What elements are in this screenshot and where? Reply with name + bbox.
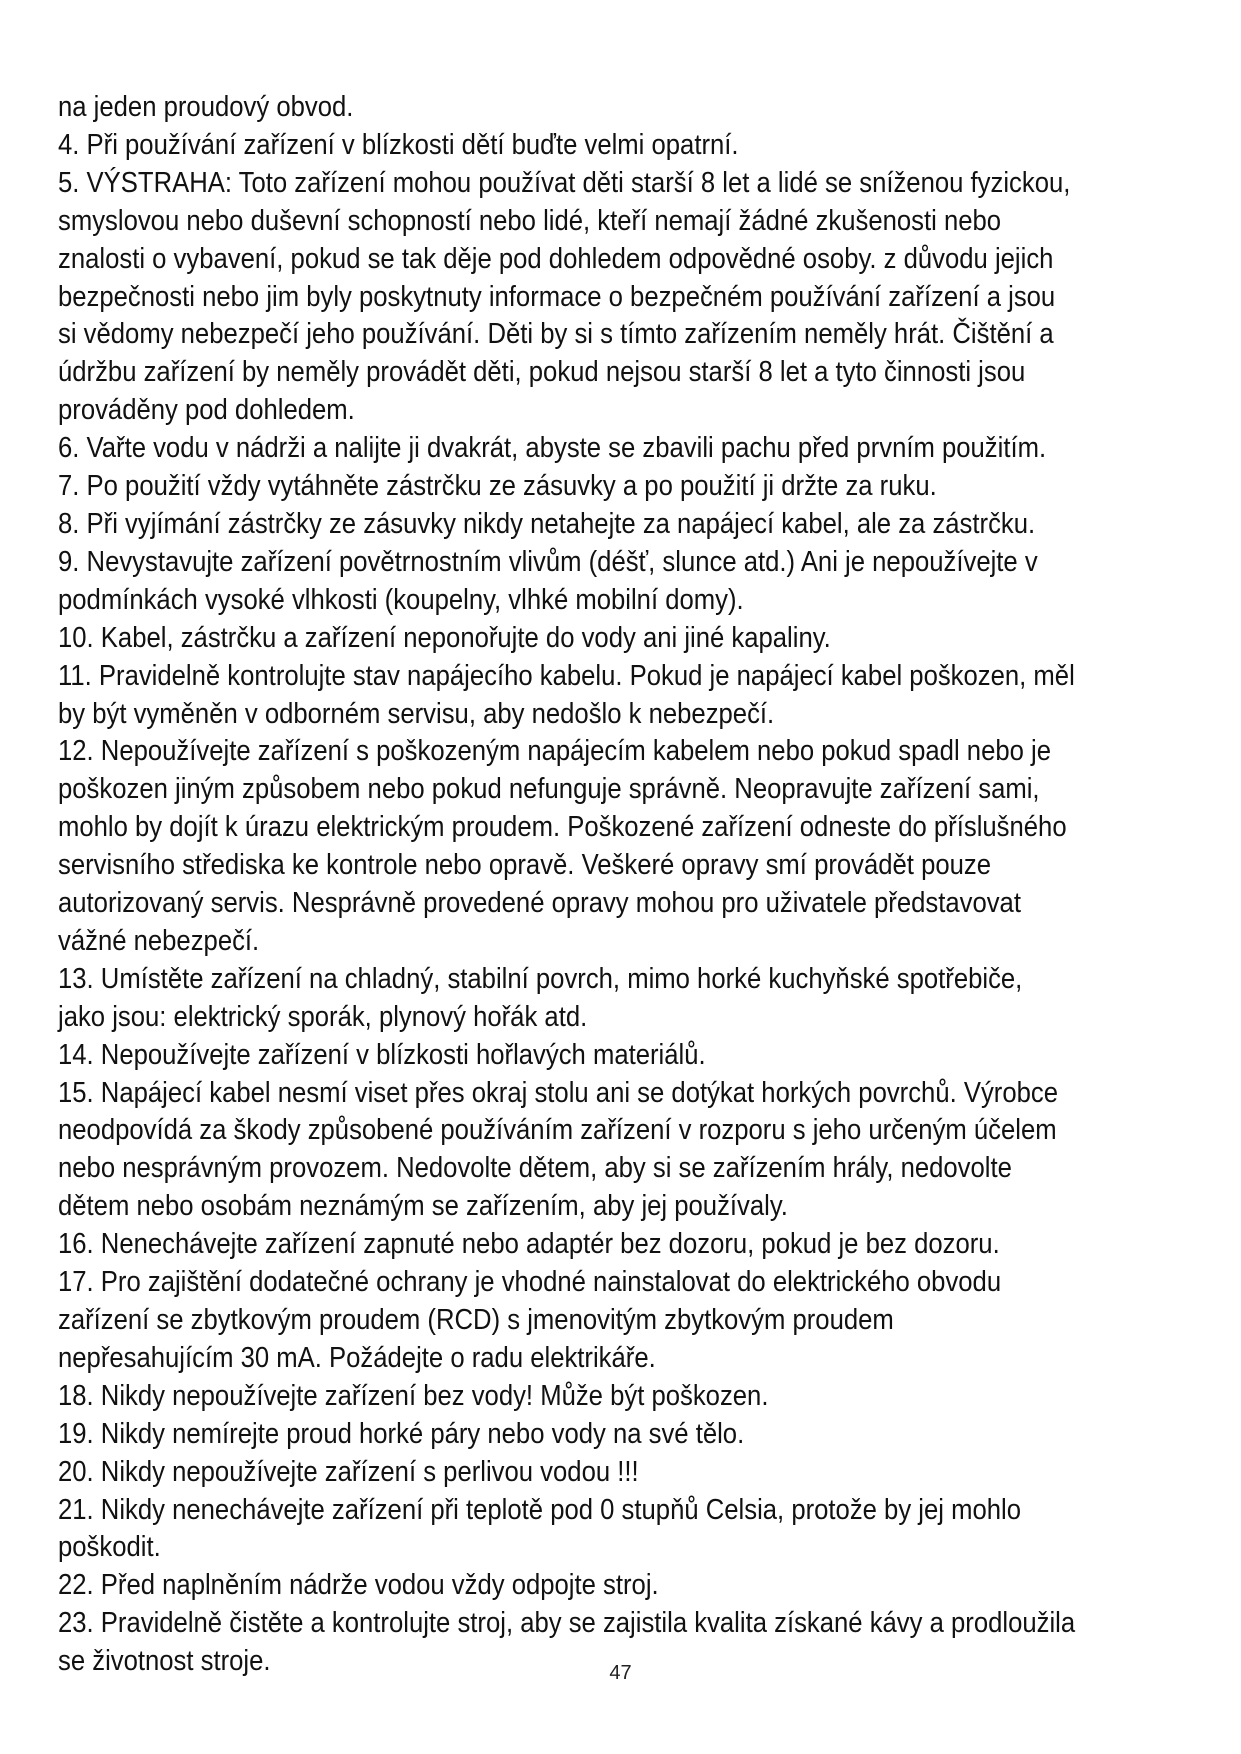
- list-item-23: 23. Pravidelně čistěte a kontrolujte stroj, aby se zajistila kvalita získané kávy a prodloužila se životnost stroje.: [58, 1607, 1076, 1678]
- list-item-16: 16. Nenechávejte zařízení zapnuté nebo adaptér bez dozoru, pokud je bez dozoru.: [58, 1228, 1000, 1261]
- list-item-21: 21. Nikdy nenechávejte zařízení při teplotě pod 0 stupňů Celsia, protože by jej mohlo poškodit.: [58, 1493, 1022, 1564]
- list-item-5: 5. VÝSTRAHA: Toto zařízení mohou používat děti starší 8 let a lidé se sníženou fyzickou, smyslovou nebo duševní schopností nebo lidé, kteří nemají žádné zkušenosti nebo znalosti o vybavení, pokud se tak děje pod dohledem odpovědné osoby. z důvodu jejich bezpečnosti nebo jim byly poskytnuty informace o bezpečném používání zařízení a jsou si vědomy nebezpečí jeho používání. Děti by si s tímto zařízením neměly hrát. Čištění a údržbu zařízení by neměly provádět děti, pokud nejsou starší 8 let a tyto činnosti jsou prováděny pod dohledem.: [58, 166, 1071, 427]
- list-item-20: 20. Nikdy nepoužívejte zařízení s perlivou vodou !!!: [58, 1455, 639, 1488]
- list-item-14: 14. Nepoužívejte zařízení v blízkosti hořlavých materiálů.: [58, 1038, 706, 1071]
- list-item-13: 13. Umístěte zařízení na chladný, stabilní povrch, mimo horké kuchyňské spotřebiče, jako jsou: elektrický sporák, plynový hořák atd.: [58, 962, 1023, 1033]
- paragraph-continuation: na jeden proudový obvod.: [58, 91, 354, 123]
- list-item-4: 4. Při používání zařízení v blízkosti dětí buďte velmi opatrní.: [58, 128, 739, 161]
- list-item-7: 7. Po použití vždy vytáhněte zástrčku ze zásuvky a po použití ji držte za ruku.: [58, 470, 937, 503]
- list-item-18: 18. Nikdy nepoužívejte zařízení bez vody! Může být poškozen.: [58, 1379, 769, 1412]
- list-item-11: 11. Pravidelně kontrolujte stav napájecího kabelu. Pokud je napájecí kabel poškozen, měl by být vyměněn v odborném servisu, aby nedošlo k nebezpečí.: [58, 659, 1075, 730]
- list-item-6: 6. Vařte vodu v nádrži a nalijte ji dvakrát, abyste se zbavili pachu před prvním použitím.: [58, 432, 1047, 465]
- list-item-9: 9. Nevystavujte zařízení povětrnostním vlivům (déšť, slunce atd.) Ani je nepoužívejte v podmínkách vysoké vlhkosti (koupelny, vlhké mobilní domy).: [58, 545, 1038, 616]
- list-item-19: 19. Nikdy nemírejte proud horké páry nebo vody na své tělo.: [58, 1417, 745, 1450]
- list-item-10: 10. Kabel, zástrčku a zařízení neponořujte do vody ani jiné kapaliny.: [58, 621, 831, 654]
- page-number: 47: [609, 1662, 632, 1684]
- list-item-22: 22. Před naplněním nádrže vodou vždy odpojte stroj.: [58, 1569, 659, 1602]
- list-item-12: 12. Nepoužívejte zařízení s poškozeným napájecím kabelem nebo pokud spadl nebo je poškozen jiným způsobem nebo pokud nefunguje správně. Neopravujte zařízení sami, mohlo by dojít k úrazu elektrickým proudem. Poškozené zařízení odneste do příslušného servisního střediska ke kontrole nebo opravě. Veškeré opravy smí provádět pouze autorizovaný servis. Nesprávně provedené opravy mohou pro uživatele představovat vážné nebezpečí.: [58, 735, 1067, 957]
- list-item-8: 8. Při vyjímání zástrčky ze zásuvky nikdy netahejte za napájecí kabel, ale za zástrčku.: [58, 507, 1036, 540]
- list-item-17: 17. Pro zajištění dodatečné ochrany je vhodné nainstalovat do elektrického obvodu zařízení se zbytkovým proudem (RCD) s jmenovitým zbytkovým proudem nepřesahujícím 30 mA. Požádejte o radu elektrikáře.: [58, 1266, 1002, 1374]
- list-item-15: 15. Napájecí kabel nesmí viset přes okraj stolu ani se dotýkat horkých povrchů. Výrobce neodpovídá za škody způsobené používáním zařízení v rozporu s jeho určeným účelem nebo nesprávným provozem. Nedovolte dětem, aby si se zařízením hrály, nedovolte dětem nebo osobám neznámým se zařízením, aby jej používaly.: [58, 1076, 1059, 1223]
- document-body: [58, 89, 1076, 1681]
